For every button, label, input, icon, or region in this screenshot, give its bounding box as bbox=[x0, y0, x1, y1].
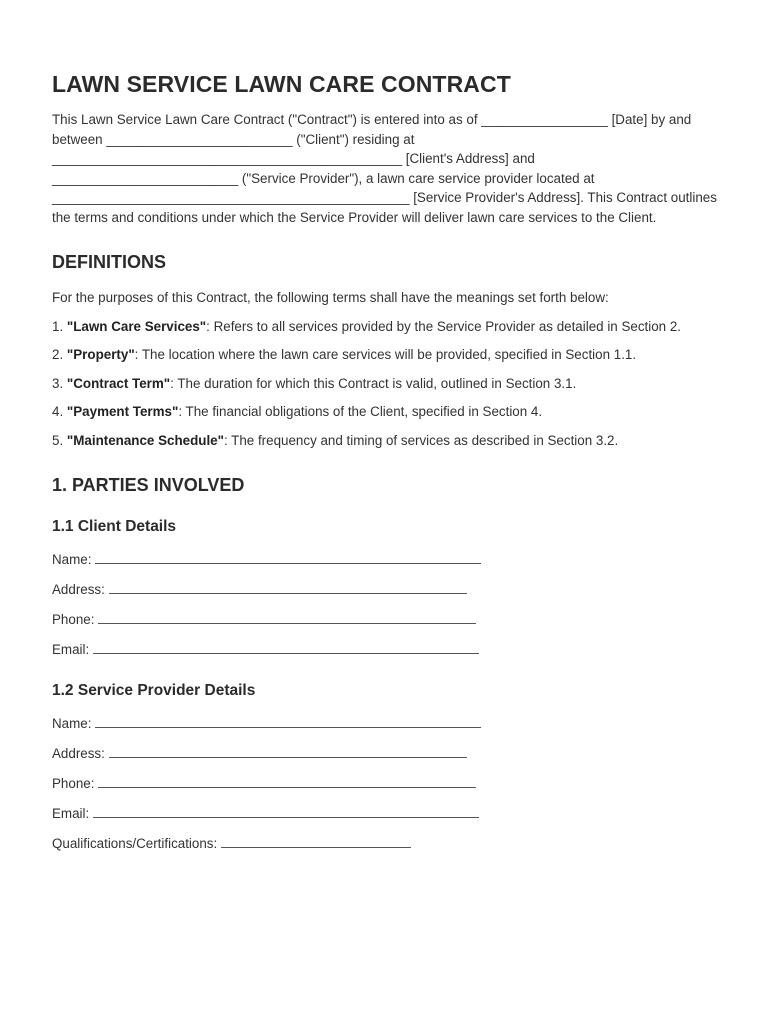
client-phone-label: Phone: bbox=[52, 612, 95, 627]
provider-address-blank[interactable] bbox=[109, 743, 467, 758]
provider-address-label: Address: bbox=[52, 746, 105, 761]
client-details-heading: 1.1 Client Details bbox=[52, 518, 177, 535]
provider-email-label: Email: bbox=[52, 806, 90, 821]
definitions-lead: For the purposes of this Contract, the following terms shall have the meanings set forth below: bbox=[52, 290, 609, 305]
definitions-list bbox=[52, 317, 730, 451]
definition-number: 5. bbox=[52, 432, 64, 448]
client-address-label: Address: bbox=[52, 582, 105, 597]
client-name-blank[interactable] bbox=[95, 549, 481, 564]
definition-term: "Maintenance Schedule" bbox=[66, 432, 224, 448]
client-email-label: Email: bbox=[52, 642, 90, 657]
definition-term: "Contract Term" bbox=[66, 375, 171, 391]
intro-paragraph: This Lawn Service Lawn Care Contract ("Contract") is entered into as of _________________ [Date] by and between _________________________ ("Client") residing at _______________________________________________ [Client's Address] and _________________________ ("Service Provider"), a lawn care service provider located at ________________________________________________ [Service Provider's Address]. This Contract outlines the terms and conditions under which the Service Provider will deliver lawn care services to the Client. bbox=[52, 112, 717, 225]
definition-item bbox=[52, 431, 717, 451]
definitions-heading: DEFINITIONS bbox=[52, 252, 167, 272]
provider-phone-field bbox=[52, 773, 730, 794]
provider-email-blank[interactable] bbox=[93, 803, 479, 818]
definition-number: 3. bbox=[52, 375, 64, 391]
provider-qualifications-blank[interactable] bbox=[221, 833, 411, 848]
definition-number: 1. bbox=[52, 318, 64, 334]
client-email-blank[interactable] bbox=[93, 639, 479, 654]
client-email-field bbox=[52, 639, 730, 660]
definition-term: "Payment Terms" bbox=[66, 404, 179, 419]
definition-text: : The financial obligations of the Client, specified in Section 4. bbox=[178, 404, 543, 419]
provider-name-blank[interactable] bbox=[95, 713, 481, 728]
document-title: LAWN SERVICE LAWN CARE CONTRACT bbox=[52, 71, 511, 97]
provider-qualifications-label: Qualifications/Certifications: bbox=[52, 836, 218, 851]
definition-text: : The location where the lawn care services will be provided, specified in Section 1.1. bbox=[134, 347, 637, 362]
provider-phone-label: Phone: bbox=[52, 776, 95, 791]
provider-name-field bbox=[52, 713, 730, 734]
definition-text: : Refers to all services provided by the Service Provider as detailed in Section 2. bbox=[206, 318, 682, 334]
client-phone-field bbox=[52, 609, 730, 630]
client-phone-blank[interactable] bbox=[98, 609, 476, 624]
client-address-blank[interactable] bbox=[109, 579, 467, 594]
definition-term: "Lawn Care Services" bbox=[66, 318, 207, 334]
provider-phone-blank[interactable] bbox=[98, 773, 476, 788]
provider-address-field bbox=[52, 743, 730, 764]
definition-number: 2. bbox=[52, 347, 64, 362]
definition-term: "Property" bbox=[66, 347, 135, 362]
provider-details-heading: 1.2 Service Provider Details bbox=[52, 682, 256, 699]
definition-item bbox=[52, 345, 717, 365]
client-address-field bbox=[52, 579, 730, 600]
parties-heading: 1. PARTIES INVOLVED bbox=[52, 475, 245, 495]
client-name-field bbox=[52, 549, 730, 570]
definition-item bbox=[52, 402, 717, 422]
definition-text: : The frequency and timing of services as described in Section 3.2. bbox=[223, 432, 619, 448]
provider-email-field bbox=[52, 803, 730, 824]
client-name-label: Name: bbox=[52, 552, 92, 567]
definition-item bbox=[52, 317, 717, 337]
provider-name-label: Name: bbox=[52, 716, 92, 731]
definition-number: 4. bbox=[52, 404, 64, 419]
provider-qualifications-field bbox=[52, 833, 730, 854]
definition-item bbox=[52, 374, 717, 394]
definition-text: : The duration for which this Contract is valid, outlined in Section 3.1. bbox=[170, 375, 577, 391]
